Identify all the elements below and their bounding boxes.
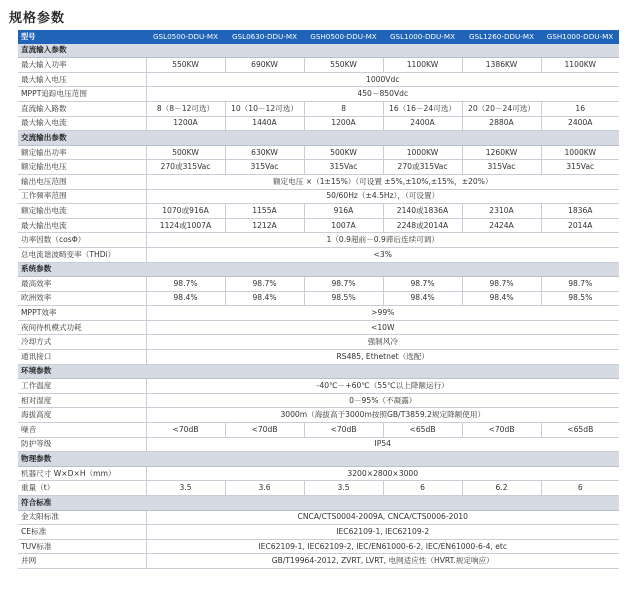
table-row	[18, 218, 619, 233]
row-label: 并网	[18, 554, 146, 569]
row-value-cell: 98.7%	[541, 277, 619, 292]
row-value-cell: <70dB	[146, 423, 225, 438]
model-header: GSH1000-DDU-MX	[541, 30, 619, 44]
row-label: 金太阳标准	[18, 510, 146, 525]
table-row	[18, 58, 619, 73]
row-value-shared: IEC62109-1, IEC62109-2	[146, 525, 619, 540]
row-value-cell: 690KW	[225, 58, 304, 73]
row-value-cell: 500KW	[146, 145, 225, 160]
row-value-cell: 1000KW	[383, 145, 462, 160]
model-header: GSL0630-DDU-MX	[225, 30, 304, 44]
row-value-shared: 1000Vdc	[146, 72, 619, 87]
row-value-cell: 98.7%	[383, 277, 462, 292]
row-label: 夜间待机模式功耗	[18, 320, 146, 335]
row-value-cell: 98.5%	[304, 291, 383, 306]
row-value-cell: 2880A	[462, 116, 541, 131]
row-label: 冷却方式	[18, 335, 146, 350]
table-row	[18, 350, 619, 365]
row-label: 重量（t）	[18, 481, 146, 496]
row-value-cell: 2014A	[541, 218, 619, 233]
section-header-row	[18, 44, 619, 58]
section-title: 符合标准	[18, 496, 619, 511]
row-value-cell: 1007A	[304, 218, 383, 233]
spec-table	[18, 30, 619, 569]
row-value-cell: 98.7%	[304, 277, 383, 292]
row-label: 通讯接口	[18, 350, 146, 365]
table-row	[18, 423, 619, 438]
row-label: 最大输入电流	[18, 116, 146, 131]
row-value-cell: 98.4%	[462, 291, 541, 306]
row-value-cell: 1386KW	[462, 58, 541, 73]
table-row	[18, 481, 619, 496]
row-value-cell: 2400A	[383, 116, 462, 131]
section-header-row	[18, 364, 619, 379]
section-header-row	[18, 496, 619, 511]
row-value-cell: 270或315Vac	[383, 160, 462, 175]
row-value-cell: 1836A	[541, 204, 619, 219]
row-value-cell: <70dB	[304, 423, 383, 438]
section-title: 直流输入参数	[18, 44, 619, 58]
row-label: CE标准	[18, 525, 146, 540]
row-value-shared: <3%	[146, 247, 619, 262]
row-value-cell: 315Vac	[225, 160, 304, 175]
row-label: 额定输出电压	[18, 160, 146, 175]
row-label: 欧洲效率	[18, 291, 146, 306]
spec-table-body	[18, 44, 619, 569]
table-row	[18, 189, 619, 204]
table-row	[18, 101, 619, 116]
row-value-cell: 6.2	[462, 481, 541, 496]
model-header: GSH0500-DDU-MX	[304, 30, 383, 44]
row-value-cell: <65dB	[383, 423, 462, 438]
table-row	[18, 72, 619, 87]
row-label: 相对湿度	[18, 393, 146, 408]
row-value-cell: 2140或1836A	[383, 204, 462, 219]
row-value-cell: 315Vac	[541, 160, 619, 175]
row-value-shared: <10W	[146, 320, 619, 335]
row-value-shared: -40℃－+60℃（55℃以上降额运行）	[146, 379, 619, 394]
row-value-cell: 1260KW	[462, 145, 541, 160]
row-value-cell: 3.6	[225, 481, 304, 496]
row-label: 噪音	[18, 423, 146, 438]
row-label: 额定输出功率	[18, 145, 146, 160]
row-value-cell: 315Vac	[304, 160, 383, 175]
row-value-shared: RS485, Ethetnet（选配）	[146, 350, 619, 365]
model-header-label: 型号	[18, 30, 146, 44]
row-value-shared: IP54	[146, 437, 619, 452]
table-row	[18, 145, 619, 160]
row-value-cell: 1070或916A	[146, 204, 225, 219]
row-value-shared: 强制风冷	[146, 335, 619, 350]
section-title: 交流输出参数	[18, 131, 619, 146]
row-label: 机器尺寸 W×D×H（mm）	[18, 466, 146, 481]
row-value-cell: 2424A	[462, 218, 541, 233]
row-value-cell: 916A	[304, 204, 383, 219]
row-label: 工作频率范围	[18, 189, 146, 204]
row-label: TUV标准	[18, 539, 146, 554]
row-value-cell: 3.5	[304, 481, 383, 496]
row-value-cell: 1212A	[225, 218, 304, 233]
row-value-cell: 3.5	[146, 481, 225, 496]
row-value-cell: 10（10－12可选）	[225, 101, 304, 116]
row-value-cell: <65dB	[541, 423, 619, 438]
row-value-cell: 1100KW	[383, 58, 462, 73]
table-row	[18, 233, 619, 248]
row-label: 直流输入路数	[18, 101, 146, 116]
row-value-cell: 98.4%	[225, 291, 304, 306]
row-value-cell: 1200A	[146, 116, 225, 131]
row-value-cell: 550KW	[146, 58, 225, 73]
row-value-cell: 1200A	[304, 116, 383, 131]
row-value-cell: 500KW	[304, 145, 383, 160]
section-header-row	[18, 131, 619, 146]
row-value-cell: 6	[541, 481, 619, 496]
row-label: 防护等级	[18, 437, 146, 452]
table-row	[18, 174, 619, 189]
row-value-cell: 6	[383, 481, 462, 496]
table-row	[18, 335, 619, 350]
row-value-cell: 2248或2014A	[383, 218, 462, 233]
table-row	[18, 466, 619, 481]
row-value-cell: 1100KW	[541, 58, 619, 73]
row-label: 最大输出电流	[18, 218, 146, 233]
table-row	[18, 393, 619, 408]
row-label: MPPT效率	[18, 306, 146, 321]
row-value-cell: <70dB	[462, 423, 541, 438]
row-value-cell: 1440A	[225, 116, 304, 131]
row-value-cell: 1155A	[225, 204, 304, 219]
page-title: 规格参数	[9, 11, 66, 26]
row-value-cell: 98.5%	[541, 291, 619, 306]
row-value-cell: 16	[541, 101, 619, 116]
section-title: 系统参数	[18, 262, 619, 277]
row-value-shared: 1（0.9超前－0.9滞后连续可调）	[146, 233, 619, 248]
row-value-shared: CNCA/CTS0004-2009A, CNCA/CTS0006-2010	[146, 510, 619, 525]
table-row	[18, 408, 619, 423]
row-value-shared: IEC62109-1, IEC62109-2, IEC/EN61000-6-2, IEC/EN61000-6-4, etc	[146, 539, 619, 554]
row-value-cell: 8（8－12可选）	[146, 101, 225, 116]
table-row	[18, 277, 619, 292]
table-header-row	[18, 30, 619, 44]
table-row	[18, 437, 619, 452]
table-row	[18, 320, 619, 335]
table-row	[18, 204, 619, 219]
table-row	[18, 116, 619, 131]
row-label: 输出电压范围	[18, 174, 146, 189]
row-value-cell: 550KW	[304, 58, 383, 73]
row-value-shared: 450－850Vdc	[146, 87, 619, 102]
row-value-cell: 315Vac	[462, 160, 541, 175]
table-row	[18, 379, 619, 394]
row-value-cell: 98.4%	[383, 291, 462, 306]
row-label: 工作温度	[18, 379, 146, 394]
row-label: 最大输入功率	[18, 58, 146, 73]
model-header: GSL1260-DDU-MX	[462, 30, 541, 44]
row-value-cell: <70dB	[225, 423, 304, 438]
row-label: 总电流谐波畸变率（THDi）	[18, 247, 146, 262]
row-value-cell: 98.7%	[462, 277, 541, 292]
table-row	[18, 160, 619, 175]
model-header: GSL0500-DDU-MX	[146, 30, 225, 44]
table-row	[18, 247, 619, 262]
row-value-shared: 3200×2800×3000	[146, 466, 619, 481]
section-header-row	[18, 452, 619, 467]
row-value-cell: 630KW	[225, 145, 304, 160]
table-row	[18, 306, 619, 321]
table-row	[18, 539, 619, 554]
table-row	[18, 510, 619, 525]
section-header-row	[18, 262, 619, 277]
row-label: 海拔高度	[18, 408, 146, 423]
table-row	[18, 87, 619, 102]
row-value-cell: 98.7%	[225, 277, 304, 292]
row-label: 最高效率	[18, 277, 146, 292]
row-value-cell: 20（20－24可选）	[462, 101, 541, 116]
row-value-shared: 0－95%（不凝露）	[146, 393, 619, 408]
row-label: 最大输入电压	[18, 72, 146, 87]
row-value-shared: 50/60Hz（±4.5Hz），（可设置）	[146, 189, 619, 204]
row-label: 功率因数（cosΦ）	[18, 233, 146, 248]
row-value-shared: 3000m（海拔高于3000m按照GB/T3859.2规定降额使用）	[146, 408, 619, 423]
row-value-cell: 98.7%	[146, 277, 225, 292]
table-row	[18, 525, 619, 540]
row-value-shared: >99%	[146, 306, 619, 321]
table-row	[18, 291, 619, 306]
model-header: GSL1000-DDU-MX	[383, 30, 462, 44]
row-value-cell: 16（16－24可选）	[383, 101, 462, 116]
table-row	[18, 554, 619, 569]
row-value-cell: 1000KW	[541, 145, 619, 160]
row-label: MPPT追踪电压范围	[18, 87, 146, 102]
row-value-cell: 2400A	[541, 116, 619, 131]
row-label: 额定输出电流	[18, 204, 146, 219]
row-value-cell: 98.4%	[146, 291, 225, 306]
row-value-cell: 270或315Vac	[146, 160, 225, 175]
section-title: 物理参数	[18, 452, 619, 467]
row-value-cell: 2310A	[462, 204, 541, 219]
row-value-cell: 8	[304, 101, 383, 116]
section-title: 环境参数	[18, 364, 619, 379]
row-value-shared: 额定电压 ×（1±15%）（可设置 ±5%,±10%,±15%，±20%）	[146, 174, 619, 189]
row-value-shared: GB/T19964-2012, ZVRT, LVRT, 电网适应性（HVRT.规定响应）	[146, 554, 619, 569]
row-value-cell: 1124或1007A	[146, 218, 225, 233]
